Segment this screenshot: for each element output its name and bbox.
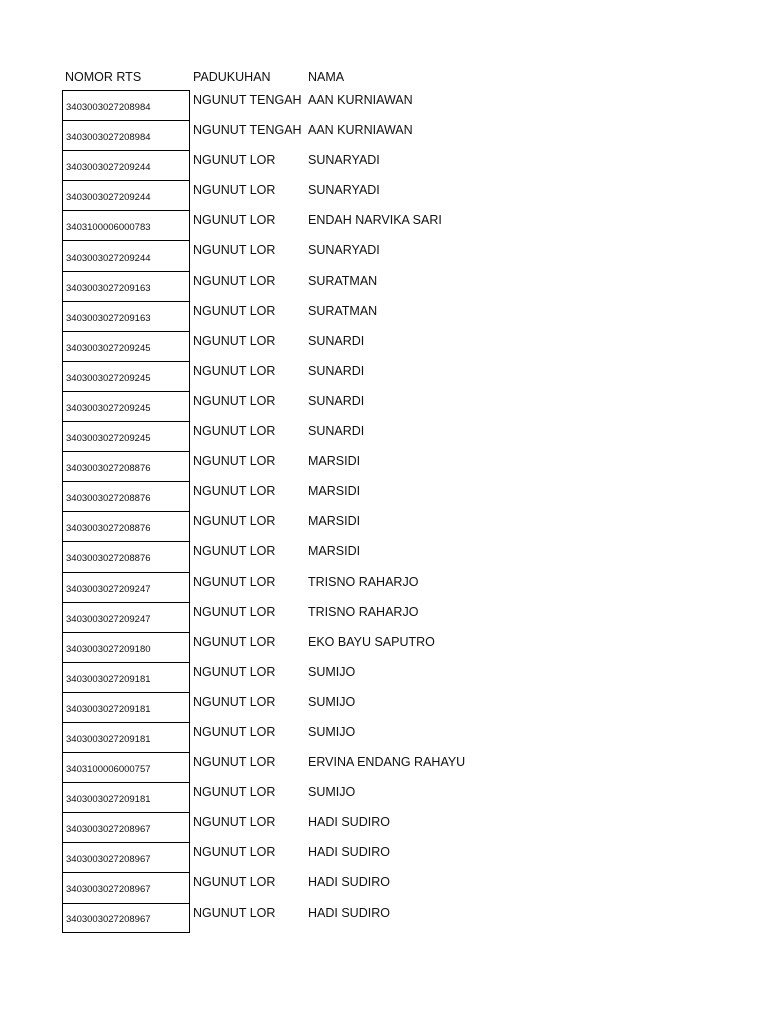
cell-nama: MARSIDI	[308, 514, 361, 529]
cell-padukuhan: NGUNUT LOR	[193, 544, 276, 559]
table-row	[62, 90, 532, 120]
table-row	[62, 662, 532, 692]
table-row	[62, 632, 532, 662]
cell-nama: TRISNO RAHARJO	[308, 604, 419, 619]
cell-nomor-rts: 3403003027209181	[62, 662, 190, 692]
table-row	[62, 240, 532, 270]
table-row	[62, 210, 532, 240]
cell-padukuhan: NGUNUT LOR	[193, 454, 276, 469]
table-header-row	[62, 64, 532, 90]
table-row	[62, 872, 532, 902]
cell-padukuhan: NGUNUT LOR	[193, 574, 276, 589]
data-table	[62, 64, 532, 933]
table-row	[62, 361, 532, 391]
table-row	[62, 511, 532, 541]
table-row	[62, 692, 532, 722]
table-row	[62, 150, 532, 180]
cell-padukuhan: NGUNUT LOR	[193, 875, 276, 890]
table-row	[62, 842, 532, 872]
table-row	[62, 812, 532, 842]
cell-nama: SUNARDI	[308, 424, 365, 439]
cell-padukuhan: NGUNUT LOR	[193, 815, 276, 830]
cell-nama: HADI SUDIRO	[308, 905, 390, 920]
cell-nomor-rts: 3403003027209244	[62, 150, 190, 180]
cell-padukuhan: NGUNUT LOR	[193, 634, 276, 649]
cell-padukuhan: NGUNUT LOR	[193, 694, 276, 709]
cell-nomor-rts: 3403003027209180	[62, 632, 190, 662]
cell-nomor-rts: 3403003027208967	[62, 842, 190, 872]
cell-nomor-rts: 3403100006000783	[62, 210, 190, 240]
cell-nomor-rts: 3403003027209181	[62, 722, 190, 752]
cell-padukuhan: NGUNUT LOR	[193, 273, 276, 288]
cell-nama: HADI SUDIRO	[308, 845, 390, 860]
table-row	[62, 301, 532, 331]
table-row	[62, 391, 532, 421]
cell-nama: MARSIDI	[308, 544, 361, 559]
cell-nomor-rts: 3403003027208967	[62, 903, 190, 933]
cell-nama: EKO BAYU SAPUTRO	[308, 634, 435, 649]
cell-nomor-rts: 3403003027209244	[62, 240, 190, 270]
cell-nomor-rts: 3403003027209247	[62, 602, 190, 632]
cell-nama: SUNARDI	[308, 333, 365, 348]
cell-nama: SURATMAN	[308, 303, 378, 318]
cell-padukuhan: NGUNUT LOR	[193, 845, 276, 860]
cell-nama: SUMIJO	[308, 664, 356, 679]
cell-padukuhan: NGUNUT TENGAH	[193, 93, 302, 107]
cell-nama: ENDAH NARVIKA SARI	[308, 213, 442, 228]
cell-nama: HADI SUDIRO	[308, 815, 390, 830]
header-nama: NAMA	[308, 70, 345, 84]
cell-nomor-rts: 3403003027209181	[62, 782, 190, 812]
cell-nama: AAN KURNIAWAN	[308, 123, 413, 138]
cell-nama: TRISNO RAHARJO	[308, 574, 419, 589]
cell-padukuhan: NGUNUT LOR	[193, 303, 276, 318]
cell-nomor-rts: 3403003027209245	[62, 361, 190, 391]
cell-nomor-rts: 3403003027209245	[62, 331, 190, 361]
cell-padukuhan: NGUNUT LOR	[193, 785, 276, 800]
table-row	[62, 180, 532, 210]
cell-nomor-rts: 3403003027208967	[62, 812, 190, 842]
table-row	[62, 572, 532, 602]
cell-nama: SURATMAN	[308, 273, 378, 288]
cell-nomor-rts: 3403003027209247	[62, 572, 190, 602]
table-body	[62, 90, 532, 933]
cell-padukuhan: NGUNUT LOR	[193, 213, 276, 228]
table-row	[62, 421, 532, 451]
cell-padukuhan: NGUNUT TENGAH	[193, 123, 302, 138]
cell-nama: SUNARYADI	[308, 243, 380, 258]
cell-nomor-rts: 3403003027208984	[62, 120, 190, 150]
table-row	[62, 903, 532, 933]
cell-nomor-rts: 3403003027209181	[62, 692, 190, 722]
cell-padukuhan: NGUNUT LOR	[193, 514, 276, 529]
cell-nomor-rts: 3403003027208876	[62, 481, 190, 511]
table-row	[62, 481, 532, 511]
cell-nomor-rts: 3403003027209244	[62, 180, 190, 210]
cell-padukuhan: NGUNUT LOR	[193, 243, 276, 258]
cell-padukuhan: NGUNUT LOR	[193, 755, 276, 770]
cell-nomor-rts: 3403003027209245	[62, 421, 190, 451]
cell-nama: MARSIDI	[308, 454, 361, 469]
cell-nama: HADI SUDIRO	[308, 875, 390, 890]
table-row	[62, 451, 532, 481]
cell-nama: AAN KURNIAWAN	[308, 93, 413, 107]
cell-padukuhan: NGUNUT LOR	[193, 905, 276, 920]
cell-padukuhan: NGUNUT LOR	[193, 604, 276, 619]
table-row	[62, 752, 532, 782]
cell-padukuhan: NGUNUT LOR	[193, 724, 276, 739]
cell-nama: SUNARYADI	[308, 153, 380, 168]
cell-nomor-rts: 3403003027209245	[62, 391, 190, 421]
cell-nama: MARSIDI	[308, 484, 361, 499]
cell-nama: SUMIJO	[308, 724, 356, 739]
table-row	[62, 271, 532, 301]
cell-nomor-rts: 3403003027208876	[62, 541, 190, 571]
cell-nama: ERVINA ENDANG RAHAYU	[308, 755, 466, 770]
cell-nama: SUNARYADI	[308, 183, 380, 198]
cell-padukuhan: NGUNUT LOR	[193, 664, 276, 679]
cell-padukuhan: NGUNUT LOR	[193, 153, 276, 168]
header-padukuhan: PADUKUHAN	[193, 70, 271, 84]
cell-nomor-rts: 3403003027209163	[62, 301, 190, 331]
cell-padukuhan: NGUNUT LOR	[193, 424, 276, 439]
cell-nomor-rts: 3403100006000757	[62, 752, 190, 782]
cell-padukuhan: NGUNUT LOR	[193, 333, 276, 348]
cell-padukuhan: NGUNUT LOR	[193, 393, 276, 408]
table-row	[62, 541, 532, 571]
cell-padukuhan: NGUNUT LOR	[193, 183, 276, 198]
table-row	[62, 782, 532, 812]
table-row	[62, 331, 532, 361]
table-row	[62, 602, 532, 632]
cell-nama: SUMIJO	[308, 785, 356, 800]
table-row	[62, 120, 532, 150]
cell-nomor-rts: 3403003027208984	[62, 90, 190, 120]
cell-nomor-rts: 3403003027208967	[62, 872, 190, 902]
cell-nomor-rts: 3403003027208876	[62, 451, 190, 481]
table-row	[62, 722, 532, 752]
cell-nomor-rts: 3403003027209163	[62, 271, 190, 301]
cell-nama: SUNARDI	[308, 363, 365, 378]
cell-nama: SUMIJO	[308, 694, 356, 709]
cell-nomor-rts: 3403003027208876	[62, 511, 190, 541]
cell-padukuhan: NGUNUT LOR	[193, 363, 276, 378]
cell-nama: SUNARDI	[308, 393, 365, 408]
cell-padukuhan: NGUNUT LOR	[193, 484, 276, 499]
header-nomor-rts: NOMOR RTS	[65, 70, 142, 84]
